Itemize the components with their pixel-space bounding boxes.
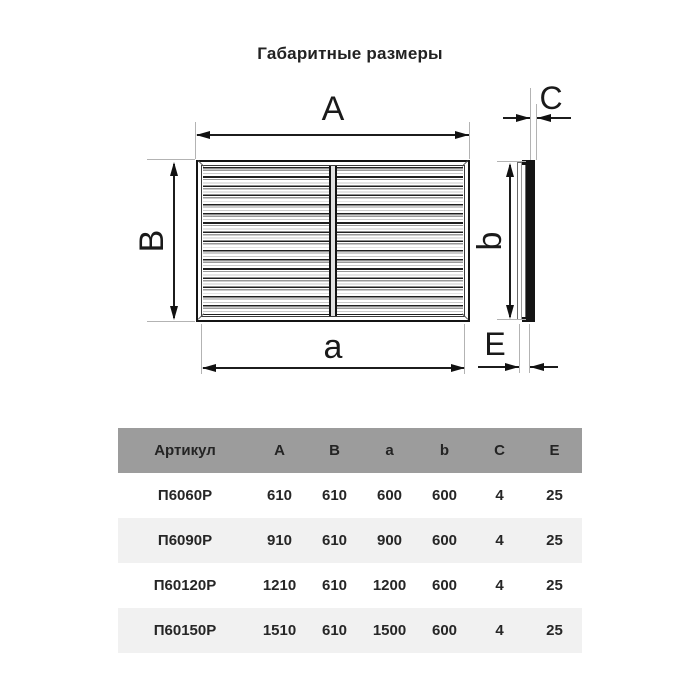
ext-line bbox=[497, 319, 526, 320]
cell-E: 25 bbox=[546, 532, 563, 549]
arrowhead-left-icon bbox=[530, 363, 544, 371]
cell-a: 600 bbox=[376, 487, 403, 504]
arrowhead-right-icon bbox=[516, 114, 530, 122]
cell-E: 25 bbox=[546, 577, 563, 594]
ext-line bbox=[519, 324, 520, 373]
cell-b: 600 bbox=[431, 532, 458, 549]
table-header-row bbox=[118, 428, 582, 473]
dim-line bbox=[509, 165, 511, 317]
col-header-a: a bbox=[385, 442, 394, 459]
dimensions-table bbox=[118, 428, 582, 653]
dim-label-C: C bbox=[539, 80, 563, 116]
cell-C: 4 bbox=[495, 487, 504, 504]
ext-line bbox=[469, 122, 470, 159]
cell-B: 610 bbox=[321, 532, 348, 549]
ext-line bbox=[147, 321, 195, 322]
cell-E: 25 bbox=[546, 622, 563, 639]
dim-label-E: E bbox=[484, 326, 506, 362]
arrowhead-left-icon bbox=[196, 131, 210, 139]
page-title: Габаритные размеры bbox=[257, 44, 443, 63]
dim-line bbox=[197, 134, 469, 136]
side-profile-line bbox=[521, 163, 522, 319]
grille-center-divider bbox=[329, 166, 337, 316]
ext-line bbox=[497, 161, 526, 162]
arrowhead-left-icon bbox=[202, 364, 216, 372]
cell-B: 610 bbox=[321, 577, 348, 594]
cell-b: 600 bbox=[431, 577, 458, 594]
cell-B: 610 bbox=[321, 622, 348, 639]
cell-article: П60120Р bbox=[153, 577, 217, 594]
arrowhead-down-icon bbox=[170, 306, 178, 320]
arrowhead-right-icon bbox=[451, 364, 465, 372]
cell-b: 600 bbox=[431, 487, 458, 504]
ext-line bbox=[536, 104, 537, 160]
ext-line bbox=[147, 159, 195, 160]
arrowhead-down-icon bbox=[506, 305, 514, 319]
cell-b: 600 bbox=[431, 622, 458, 639]
cell-A: 1510 bbox=[262, 622, 297, 639]
cell-A: 610 bbox=[266, 487, 293, 504]
col-header-b: b bbox=[439, 442, 450, 459]
dim-label-b: b bbox=[471, 231, 509, 251]
cell-C: 4 bbox=[495, 577, 504, 594]
ext-line bbox=[195, 122, 196, 159]
dim-label-B: B bbox=[133, 229, 171, 253]
cell-C: 4 bbox=[495, 532, 504, 549]
dim-label-A: A bbox=[321, 90, 345, 128]
col-header-B: B bbox=[329, 442, 340, 459]
col-header-A: A bbox=[274, 442, 285, 459]
cell-B: 610 bbox=[321, 487, 348, 504]
cell-a: 900 bbox=[376, 532, 403, 549]
arrowhead-right-icon bbox=[505, 363, 519, 371]
table-row bbox=[118, 563, 582, 608]
cell-article: П60150Р bbox=[153, 622, 217, 639]
cell-C: 4 bbox=[495, 622, 504, 639]
table-row bbox=[118, 608, 582, 653]
cell-A: 910 bbox=[266, 532, 293, 549]
table-row bbox=[118, 473, 582, 518]
cell-article: П6090Р bbox=[157, 532, 213, 549]
dim-line bbox=[173, 164, 175, 318]
table-row bbox=[118, 518, 582, 563]
cell-a: 1500 bbox=[372, 622, 407, 639]
arrowhead-right-icon bbox=[455, 131, 469, 139]
cell-E: 25 bbox=[546, 487, 563, 504]
dim-label-a: a bbox=[323, 328, 343, 366]
col-header-article: Артикул bbox=[154, 442, 216, 459]
dim-line bbox=[203, 367, 464, 369]
col-header-C: C bbox=[494, 442, 505, 459]
arrowhead-up-icon bbox=[506, 163, 514, 177]
arrowhead-up-icon bbox=[170, 162, 178, 176]
side-profile-body bbox=[526, 160, 535, 322]
col-header-E: E bbox=[549, 442, 560, 459]
cell-article: П6060Р bbox=[157, 487, 213, 504]
ext-line bbox=[530, 88, 531, 160]
cell-A: 1210 bbox=[262, 577, 297, 594]
cell-a: 1200 bbox=[372, 577, 407, 594]
